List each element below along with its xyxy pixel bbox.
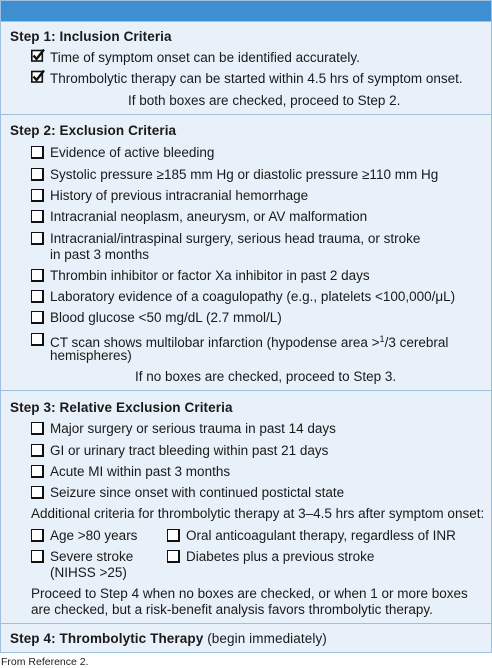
checkbox[interactable] <box>31 168 44 181</box>
checkbox[interactable] <box>31 444 44 457</box>
step3-section <box>1 390 491 623</box>
checkbox[interactable] <box>31 311 44 324</box>
step3-note-line1: Proceed to Step 4 when no boxes are checked, or when 1 or more boxes <box>31 586 468 601</box>
step2-item-continued: in past 3 months <box>50 247 150 262</box>
step1-item-2: Thrombolytic therapy can be started within 4.5 hrs of symptom onset. <box>50 71 463 86</box>
checkbox[interactable] <box>31 529 44 542</box>
step2-item: Laboratory evidence of a coagulopathy (e.g., platelets <100,000/μL) <box>50 289 456 304</box>
step3-extra-left: Age >80 years <box>50 528 138 543</box>
checkbox[interactable] <box>31 146 44 159</box>
checkbox[interactable] <box>167 529 180 542</box>
checkbox[interactable] <box>31 465 44 478</box>
step4-section <box>1 623 491 653</box>
checkbox[interactable] <box>31 232 44 245</box>
step2-item: Intracranial neoplasm, aneurysm, or AV malformation <box>50 209 368 224</box>
step2-item: Systolic pressure ≥185 mm Hg or diastolic pressure ≥110 mm Hg <box>50 167 439 182</box>
step2-item: Intracranial/intraspinal surgery, serious head trauma, or stroke <box>50 231 421 246</box>
checkbox[interactable] <box>31 422 44 435</box>
step2-note: If no boxes are checked, proceed to Step 3. <box>135 369 397 384</box>
step2-item: Evidence of active bleeding <box>50 145 215 160</box>
checked-box-icon[interactable] <box>31 49 45 63</box>
checked-box-icon[interactable] <box>31 70 45 84</box>
checkbox[interactable] <box>31 486 44 499</box>
checkbox[interactable] <box>31 189 44 202</box>
step1-item-1: Time of symptom onset can be identified accurately. <box>50 50 360 65</box>
step1-note: If both boxes are checked, proceed to Step 2. <box>128 93 401 108</box>
step3-item: Major surgery or serious trauma in past 14 days <box>50 421 336 436</box>
step3-extra-right: Diabetes plus a previous stroke <box>186 549 375 564</box>
checkbox[interactable] <box>31 550 44 563</box>
step2-item: History of previous intracranial hemorrhage <box>50 188 309 203</box>
step1-section <box>1 21 491 114</box>
step3-extra-left: Severe stroke <box>50 549 134 564</box>
checkbox[interactable] <box>31 210 44 223</box>
table-header-bar <box>1 1 491 21</box>
step2-item: Thrombin inhibitor or factor Xa inhibitor in past 2 days <box>50 268 370 283</box>
checkbox[interactable] <box>31 290 44 303</box>
step2-section <box>1 114 491 390</box>
checkbox[interactable] <box>31 269 44 282</box>
step3-item: Seizure since onset with continued postictal state <box>50 485 345 500</box>
step2-item: CT scan shows multilobar infarction (hypodense area >$^1$/3 cerebral <box>50 334 449 350</box>
step4-title: Step 4: Thrombolytic Therapy (begin immediately) <box>10 631 327 646</box>
step3-additional: Additional criteria for thrombolytic therapy at 3–4.5 hrs after symptom onset: <box>31 506 485 521</box>
step2-item: Blood glucose <50 mg/dL (2.7 mmol/L) <box>50 310 282 325</box>
step2-item-continued: hemispheres) <box>50 348 132 363</box>
step3-item: GI or urinary tract bleeding within past 21 days <box>50 443 329 458</box>
step1-title: Step 1: Inclusion Criteria <box>10 29 172 44</box>
checkbox[interactable] <box>167 550 180 563</box>
step3-item: Acute MI within past 3 months <box>50 464 231 479</box>
step3-note-line2: are checked, but a risk-benefit analysis favors thrombolytic therapy. <box>31 602 433 617</box>
source-footnote: From Reference 2. <box>1 656 89 668</box>
step2-title: Step 2: Exclusion Criteria <box>10 123 177 138</box>
checkbox[interactable] <box>31 333 44 346</box>
step3-extra-left-continued: (NIHSS >25) <box>50 565 127 580</box>
step3-title: Step 3: Relative Exclusion Criteria <box>10 400 233 415</box>
step3-extra-right: Oral anticoagulant therapy, regardless of INR <box>186 528 456 543</box>
